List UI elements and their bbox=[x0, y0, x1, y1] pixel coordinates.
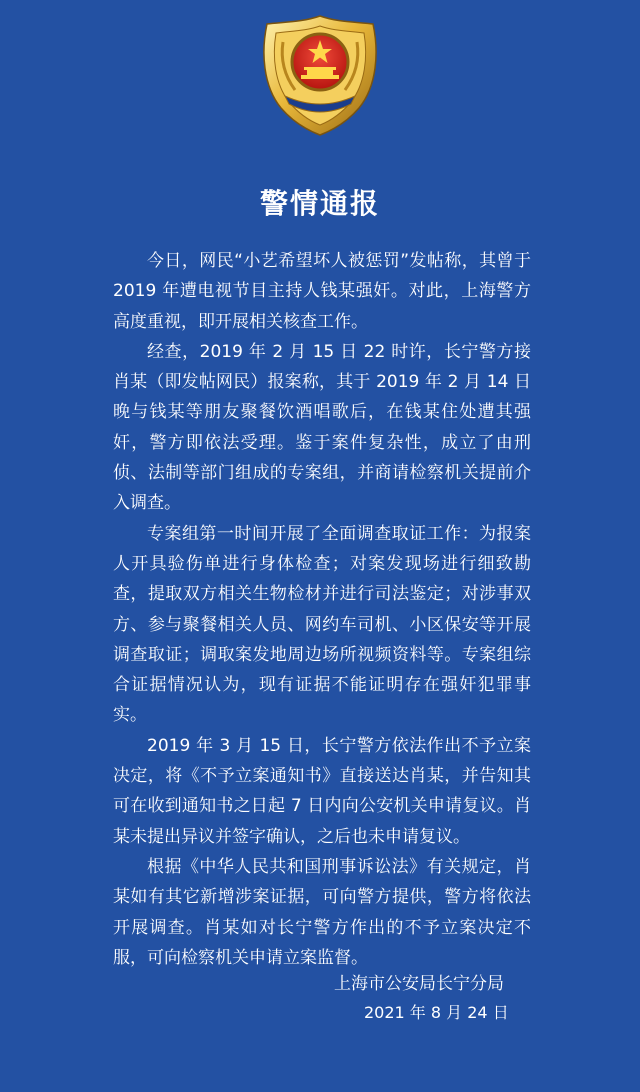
report-body bbox=[113, 246, 531, 973]
signature-organization: 上海市公安局长宁分局 bbox=[334, 974, 504, 994]
paragraph: 2019 年 3 月 15 日，长宁警方依法作出不予立案决定，将《不予立案通知书》直接送达肖某，并告知其可在收到通知书之日起 7 日内向公安机关申请复议。肖某未提出异议并签字确认，之后也未申请复议。 bbox=[113, 735, 531, 847]
police-emblem-icon bbox=[255, 12, 385, 138]
paragraph: 根据《中华人民共和国刑事诉讼法》有关规定，肖某如有其它新增涉案证据，可向警方提供，警方将依法开展调查。肖某如对长宁警方作出的不予立案决定不服，可向检察机关申请立案监督。 bbox=[113, 856, 531, 968]
paragraph: 今日，网民“小艺希望坏人被惩罚”发帖称，其曾于 2019 年遭电视节目主持人钱某强奸。对此，上海警方高度重视，即开展相关核查工作。 bbox=[113, 251, 531, 332]
page-title: 警情通报 bbox=[259, 187, 380, 220]
paragraph: 专案组第一时间开展了全面调查取证工作：为报案人开具验伤单进行身体检查；对案发现场进行细致勘查，提取双方相关生物检材并进行司法鉴定；对涉事双方、参与聚餐相关人员、网约车司机、小区保安等开展调查取证；调取案发地周边场所视频资料等。专案组综合证据情况认为，现有证据不能证明存在强奸犯罪事实。 bbox=[113, 523, 531, 726]
signature-date: 2021 年 8 月 24 日 bbox=[364, 1003, 509, 1022]
paragraph: 经查，2019 年 2 月 15 日 22 时许，长宁警方接肖某（即发帖网民）报案称，其于 2019 年 2 月 14 日晚与钱某等朋友聚餐饮酒唱歌后，在钱某住处遭其强奸，警方即依法受理。鉴于案件复杂性，成立了由刑侦、法制等部门组成的专案组，并商请检察机关提前介入调查。 bbox=[113, 341, 531, 514]
police-emblem bbox=[255, 12, 385, 138]
